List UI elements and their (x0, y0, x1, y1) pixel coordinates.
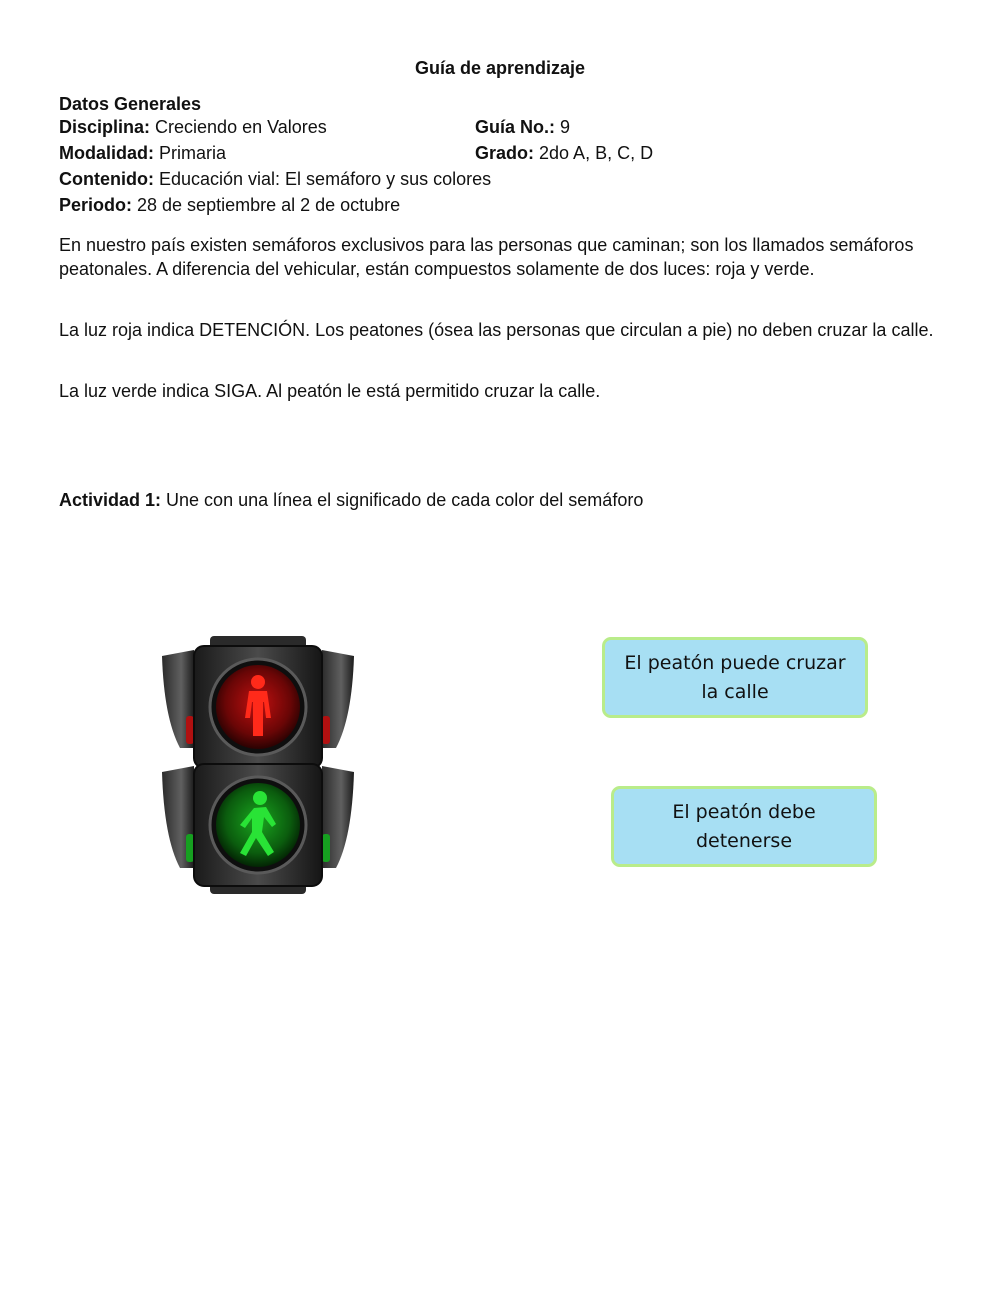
contenido-row (59, 169, 491, 190)
card-stop-line-1: El peatón debe (672, 800, 816, 823)
modalidad-row (59, 143, 226, 164)
left-visors (162, 650, 194, 868)
disciplina-value: Creciendo en Valores (150, 117, 327, 137)
disciplina-row (59, 117, 327, 138)
guia-row (475, 117, 570, 138)
grado-row (475, 143, 653, 164)
modalidad-label: Modalidad: (59, 143, 154, 163)
activity-text: Une con una línea el significado de cada color del semáforo (161, 490, 644, 510)
card-cross-line-1: El peatón puede cruzar (624, 651, 846, 674)
pedestrian-traffic-light-icon (92, 598, 422, 928)
page-title: Guía de aprendizaje (414, 58, 586, 78)
contenido-value: Educación vial: El semáforo y sus colores (153, 169, 492, 189)
intro-paragraph: En nuestro país existen semáforos exclusivos para las personas que caminan; son los llamados semáforos peatonales. A diferencia del vehicular, están compuestos solamente de dos luces: roja y verde. (59, 235, 914, 279)
periodo-value: 28 de septiembre al 2 de octubre (132, 195, 401, 215)
guia-value: 9 (555, 117, 571, 137)
periodo-row (59, 195, 400, 216)
modalidad-value: Primaria (154, 143, 227, 163)
card-pedestrian-can-cross[interactable] (602, 637, 868, 718)
right-visors (322, 650, 354, 868)
red-light-paragraph: La luz roja indica DETENCIÓN. Los peatones (ósea las personas que circulan a pie) no deben cruzar la calle. (59, 320, 934, 340)
card-pedestrian-must-stop[interactable] (611, 786, 877, 867)
grado-label: Grado: (475, 143, 535, 163)
activity-instruction (59, 490, 643, 511)
periodo-label: Periodo: (59, 195, 133, 215)
card-cross-line-2: la calle (701, 680, 769, 703)
disciplina-label: Disciplina: (59, 117, 151, 137)
card-stop-line-2: detenerse (695, 829, 793, 852)
grado-value: 2do A, B, C, D (534, 143, 654, 163)
general-data-heading: Datos Generales (59, 94, 202, 114)
guia-label: Guía No.: (475, 117, 555, 137)
activity-label: Actividad 1: (59, 490, 162, 510)
green-light-paragraph: La luz verde indica SIGA. Al peatón le está permitido cruzar la calle. (59, 381, 601, 401)
contenido-label: Contenido: (59, 169, 154, 189)
